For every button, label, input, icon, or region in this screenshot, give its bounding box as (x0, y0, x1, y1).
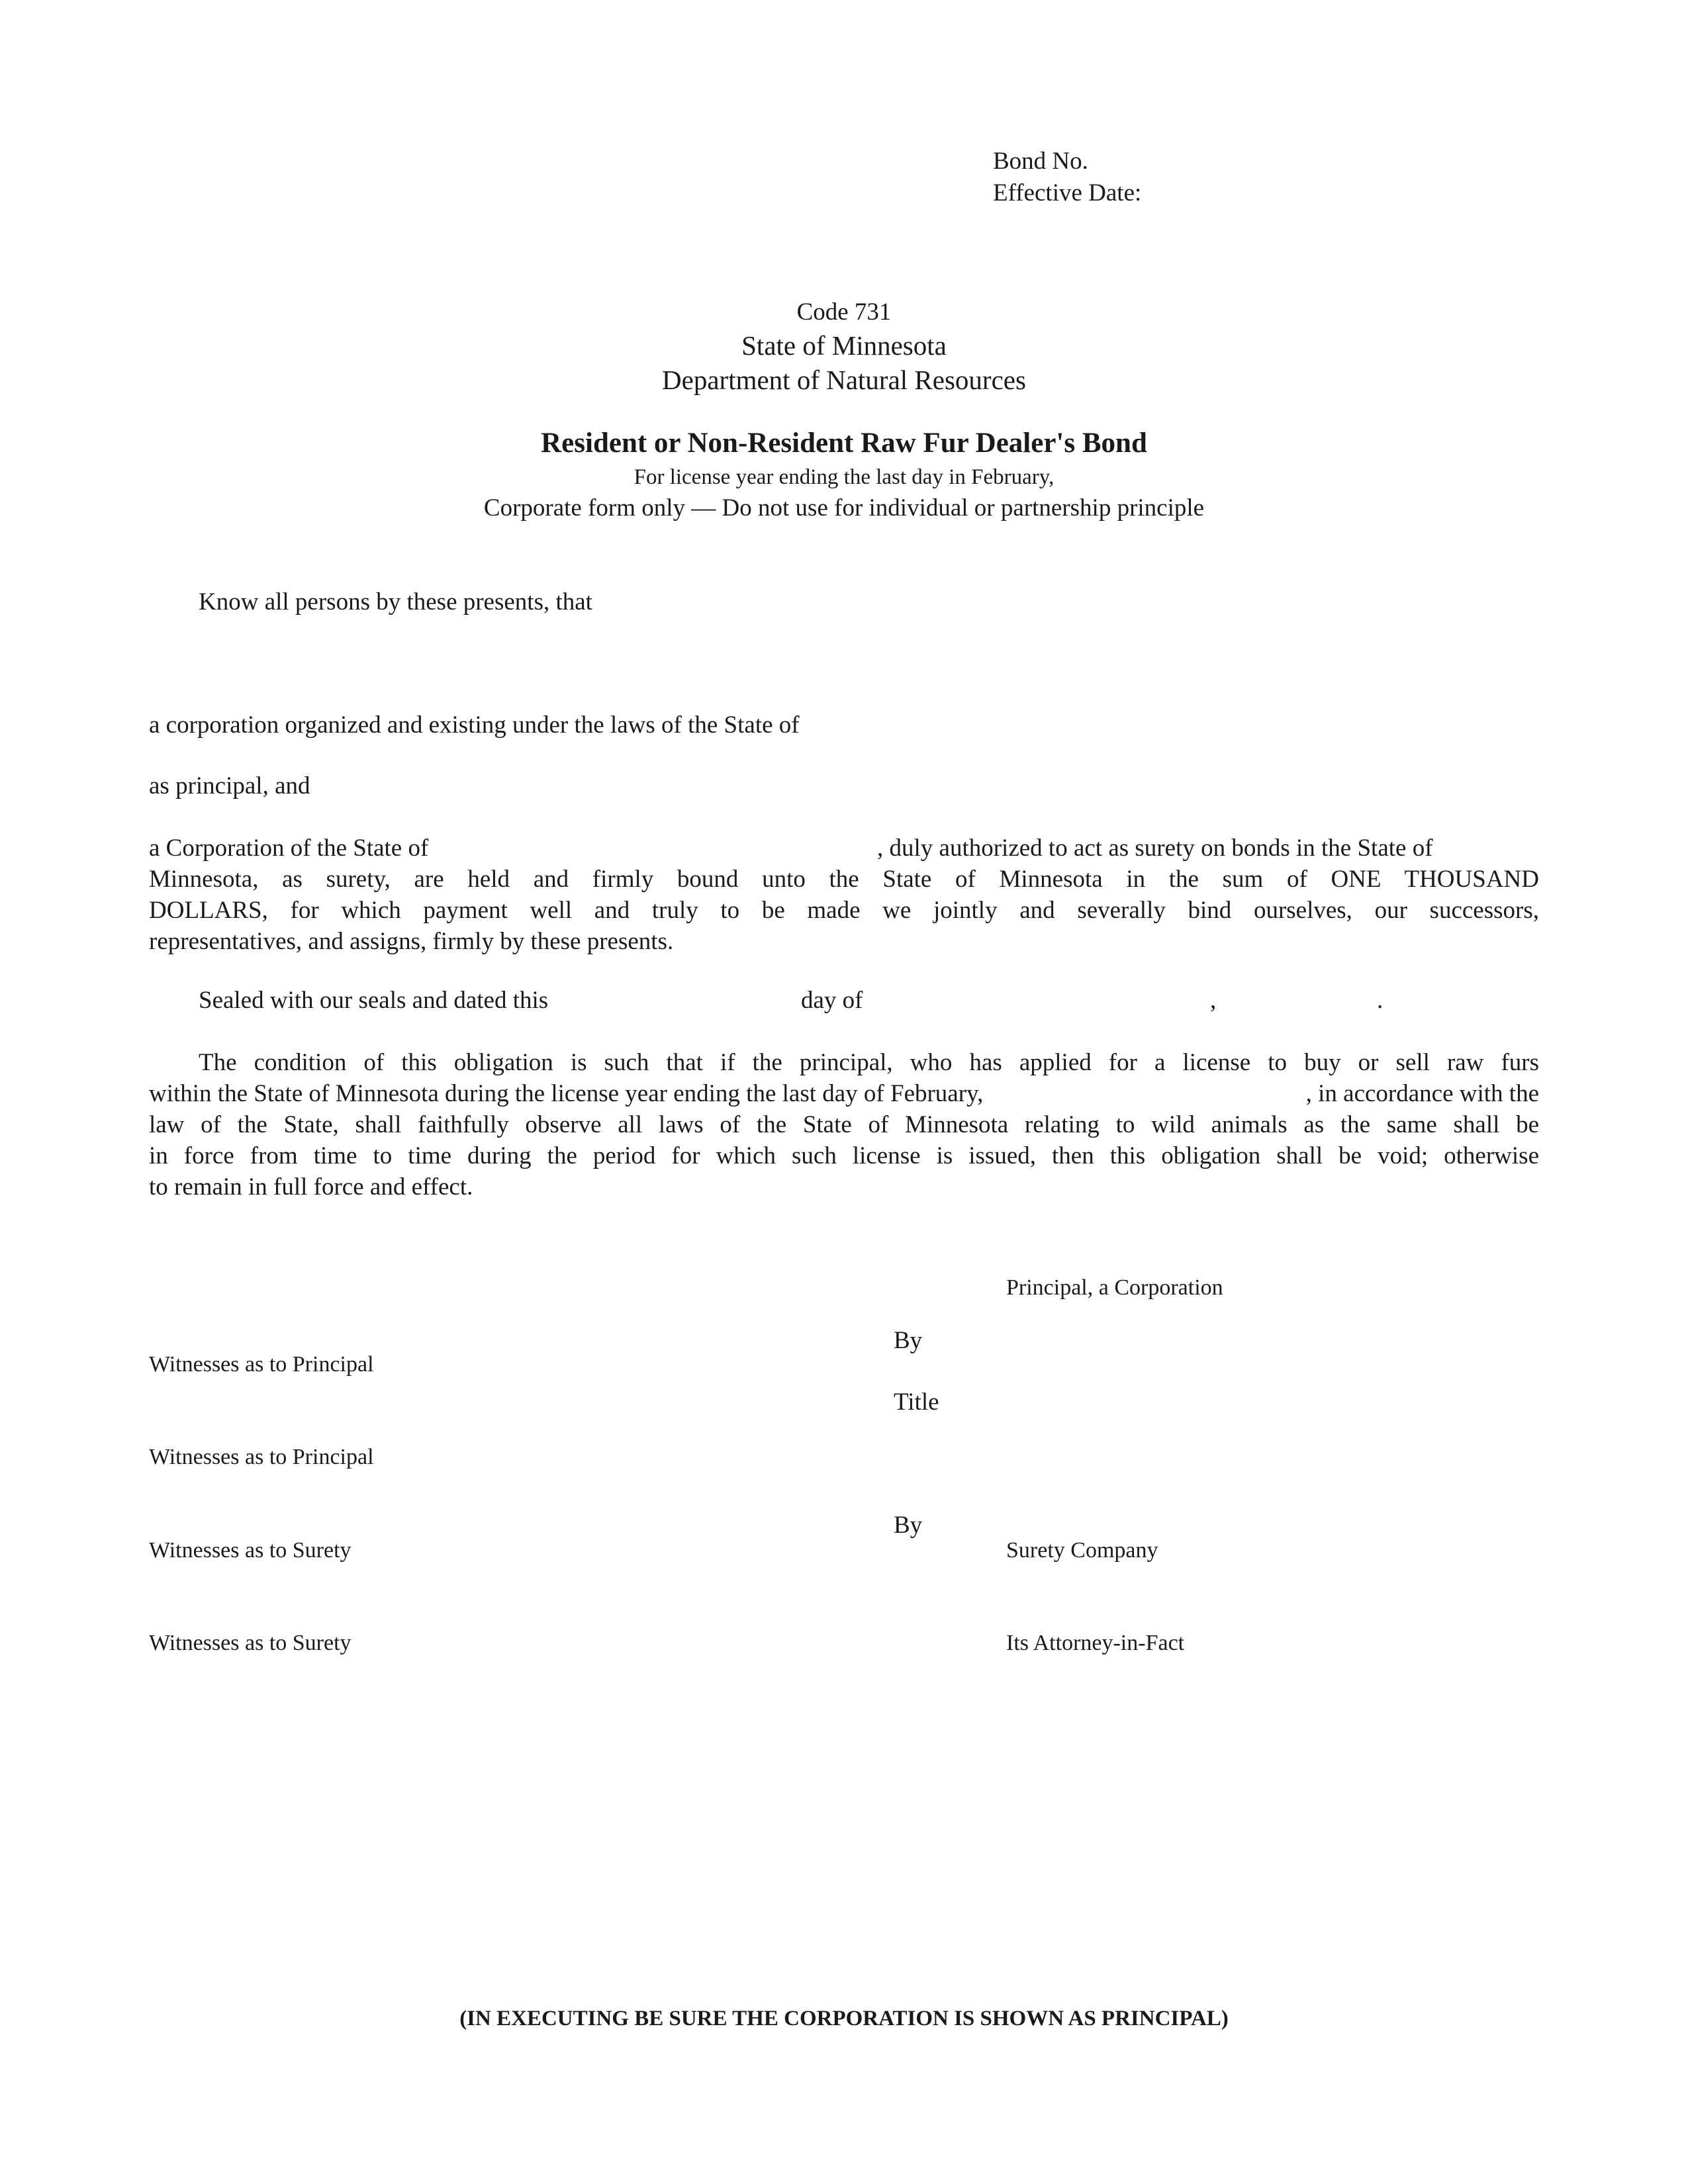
condition-license-year-text: within the State of Minnesota during the license year ending the last day of February, (149, 1080, 984, 1107)
surety-line-2: Minnesota, as surety, are held and firmly bound unto the State of Minnesota in the sum of ONE THOUSAND (149, 866, 1539, 893)
department-name: Department of Natural Resources (662, 365, 1026, 395)
execution-footer-note: (IN EXECUTING BE SURE THE CORPORATION IS SHOWN AS PRINCIPAL) (459, 2007, 1229, 2030)
corporation-organized-text: a corporation organized and existing under the laws of the State of (149, 711, 800, 739)
principal-by-label: By (894, 1327, 923, 1354)
effective-date-label: Effective Date: (993, 179, 1142, 206)
witness-principal-label-2: Witnesses as to Principal (149, 1445, 374, 1469)
state-name: State of Minnesota (741, 330, 947, 361)
condition-paragraph (149, 1047, 1539, 1203)
witness-surety-label-1: Witnesses as to Surety (149, 1538, 352, 1563)
witness-surety-label-2: Witnesses as to Surety (149, 1631, 352, 1655)
page-title: Resident or Non-Resident Raw Fur Dealer's Bond (541, 428, 1147, 459)
know-all-persons-text: Know all persons by these presents, that (199, 588, 592, 615)
condition-line-5: to remain in full force and effect. (149, 1173, 473, 1201)
corporate-form-note: Corporate form only — Do not use for individual or partnership principle (483, 494, 1205, 522)
surety-authorization-text: , duly authorized to act as surety on bonds in the State of (877, 835, 1433, 862)
as-principal-text: as principal, and (149, 772, 310, 799)
surety-line-4: representatives, and assigns, firmly by these presents. (149, 928, 674, 955)
day-of-text: day of (801, 987, 863, 1014)
surety-by-label: By (894, 1512, 923, 1539)
bond-number-label: Bond No. (993, 148, 1088, 175)
date-period: . (1377, 987, 1383, 1014)
condition-line-4: in force from time to time during the period for which such license is issued, then this obligation shall be void; otherwise (149, 1142, 1539, 1169)
principal-title-label: Title (894, 1388, 939, 1416)
condition-line-2 (149, 1078, 1539, 1109)
witness-principal-label-1: Witnesses as to Principal (149, 1352, 374, 1377)
sealed-dated-text: Sealed with our seals and dated this (199, 987, 549, 1014)
principal-corporation-label: Principal, a Corporation (1006, 1275, 1223, 1300)
surety-line-3: DOLLARS, for which payment well and truly to be made we jointly and severally bind ourselves, our successors, (149, 897, 1539, 924)
surety-state-label: a Corporation of the State of (149, 835, 429, 862)
attorney-in-fact-label: Its Attorney-in-Fact (1006, 1631, 1185, 1655)
date-comma: , (1210, 987, 1217, 1014)
surety-line-1 (149, 833, 1539, 864)
condition-line-3: law of the State, shall faithfully observe all laws of the State of Minnesota relating to wild animals as the same shall be (149, 1111, 1539, 1138)
condition-line-1: The condition of this obligation is such that if the principal, who has applied for a license to buy or sell raw furs (199, 1049, 1539, 1076)
surety-company-label: Surety Company (1006, 1538, 1158, 1563)
condition-accordance-text: , in accordance with the (1305, 1080, 1539, 1107)
license-year-subtitle: For license year ending the last day in February, (633, 465, 1055, 489)
surety-paragraph (149, 833, 1539, 957)
form-code: Code 731 (796, 298, 892, 326)
